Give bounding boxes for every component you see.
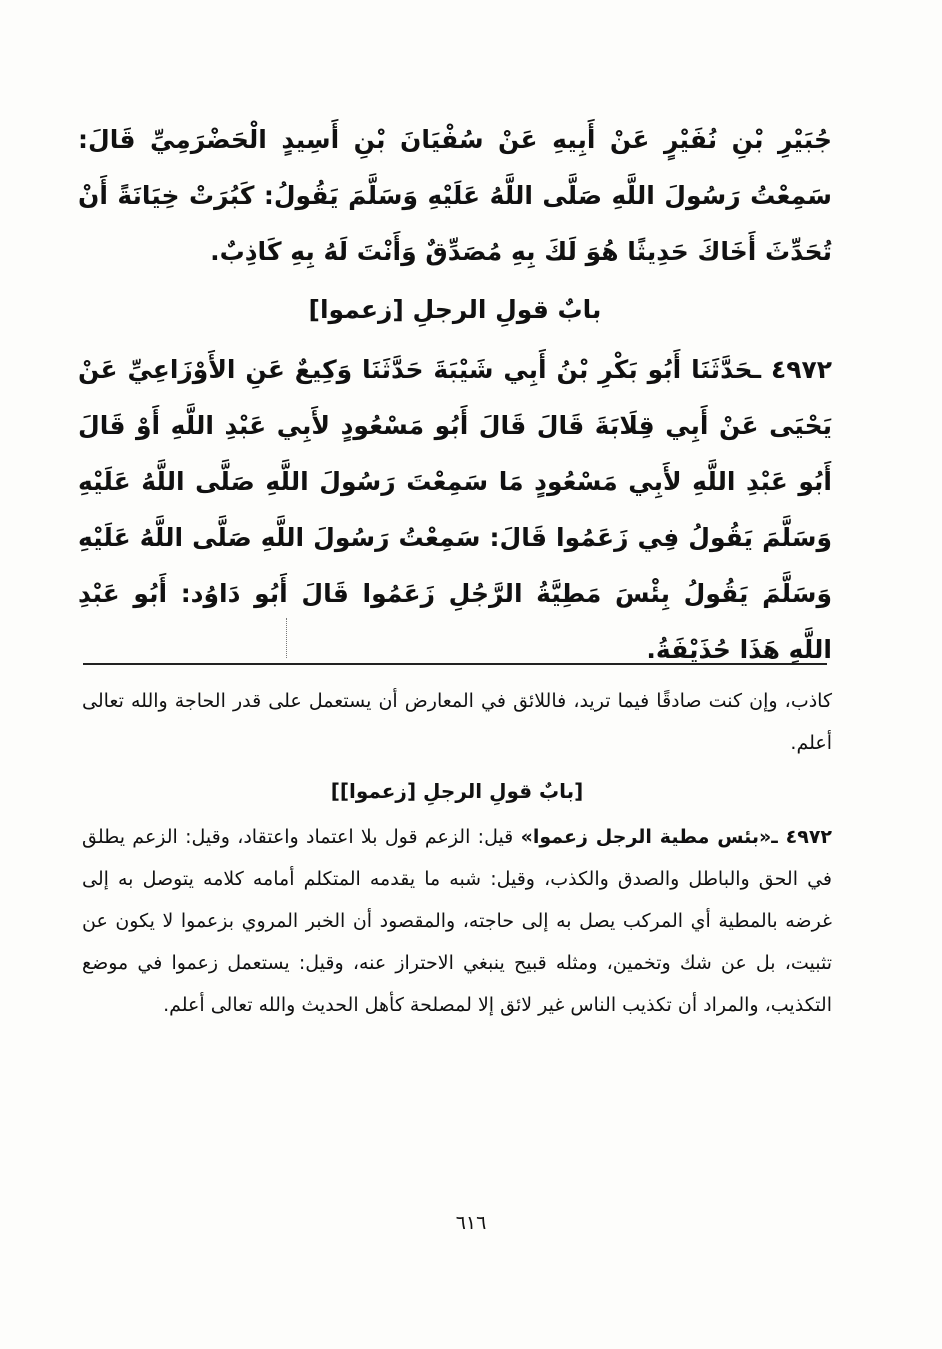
page-number: ٦١٦ xyxy=(455,1212,487,1234)
footnote-divider xyxy=(83,663,827,665)
stray-mark xyxy=(286,618,288,658)
hadith-text: حَدَّثَنَا أَبُو بَكْرِ بْنُ أَبِي شَيْبَةَ حَدَّثَنَا وَكِيعٌ عَنِ الأَوْزَاعِيِّ عَنْ يَحْيَى عَنْ أَبِي قِلَابَةَ قَالَ قَالَ أَبُو مَسْعُودٍ لأَبِي عَبْدِ اللَّهِ أَوْ قَالَ أَبُو عَبْدِ اللَّهِ لأَبِي مَسْعُودٍ مَا سَمِعْتَ رَسُولَ اللَّهِ صَلَّى اللَّهُ عَلَيْهِ وَسَلَّمَ يَقُولُ فِي زَعَمُوا قَالَ: سَمِعْتُ رَسُولَ اللَّهِ صَلَّى اللَّهُ عَلَيْهِ وَسَلَّمَ يَقُولُ بِئْسَ مَطِيَّةُ الرَّجُلِ زَعَمُوا قَالَ أَبُو دَاوُد: أَبُو عَبْدِ اللَّهِ هَذَا حُذَيْفَةُ. xyxy=(78,355,832,664)
commentary-lemma: «بئس مطية الرجل زعموا» xyxy=(520,826,772,848)
hadith-main-text xyxy=(78,112,832,678)
commentary-heading: [بابٌ قولِ الرجلِ [زعموا]] xyxy=(330,779,584,803)
main-paragraph-1: جُبَيْرِ بْنِ نُفَيْرٍ عَنْ أَبِيهِ عَنْ سُفْيَانَ بْنِ أَسِيدٍ الْحَضْرَمِيِّ قَالَ: سَمِعْتُ رَسُولَ اللَّهِ صَلَّى اللَّهُ عَلَيْهِ وَسَلَّمَ يَقُولُ: كَبُرَتْ خِيَانَةً أَنْ تُحَدِّثَ أَخَاكَ حَدِيثًا هُوَ لَكَ بِهِ مُصَدِّقٌ وَأَنْتَ لَهُ بِهِ كَاذِبٌ. xyxy=(78,125,832,266)
hadith-number: ٤٩٧٢ ـ xyxy=(752,355,832,384)
commentary-hadith-number: ٤٩٧٢ ـ xyxy=(771,826,833,848)
chapter-heading: بابٌ قولِ الرجلِ [زعموا] xyxy=(308,295,602,324)
commentary-section xyxy=(82,680,832,1026)
main-paragraph-2 xyxy=(78,342,832,678)
commentary-paragraph-2 xyxy=(82,816,832,1026)
commentary-text: قيل: الزعم قول بلا اعتماد واعتقاد، وقيل: الزعم يطلق في الحق والباطل والصدق والكذب، وقيل: شبه ما يقدمه المتكلم أمامه كلامه يتوصل به إلى غرضه بالمطية أي المركب يصل به إلى حاجته، والمقصود أن الخبر المروي بزعموا لا يكون عن تثبيت، بل عن شك وتخمين، ومثله قبيح ينبغي الاحتراز عنه، وقيل: يستعمل زعموا في موضع التكذيب، والمراد أن تكذيب الناس غير لائق إلا لمصلحة كأهل الحديث والله تعالى أعلم. xyxy=(82,826,832,1016)
commentary-paragraph-1: كاذب، وإن كنت صادقًا فيما تريد، فاللائق في المعارض أن يستعمل على قدر الحاجة والله تعالى أعلم. xyxy=(82,690,832,754)
